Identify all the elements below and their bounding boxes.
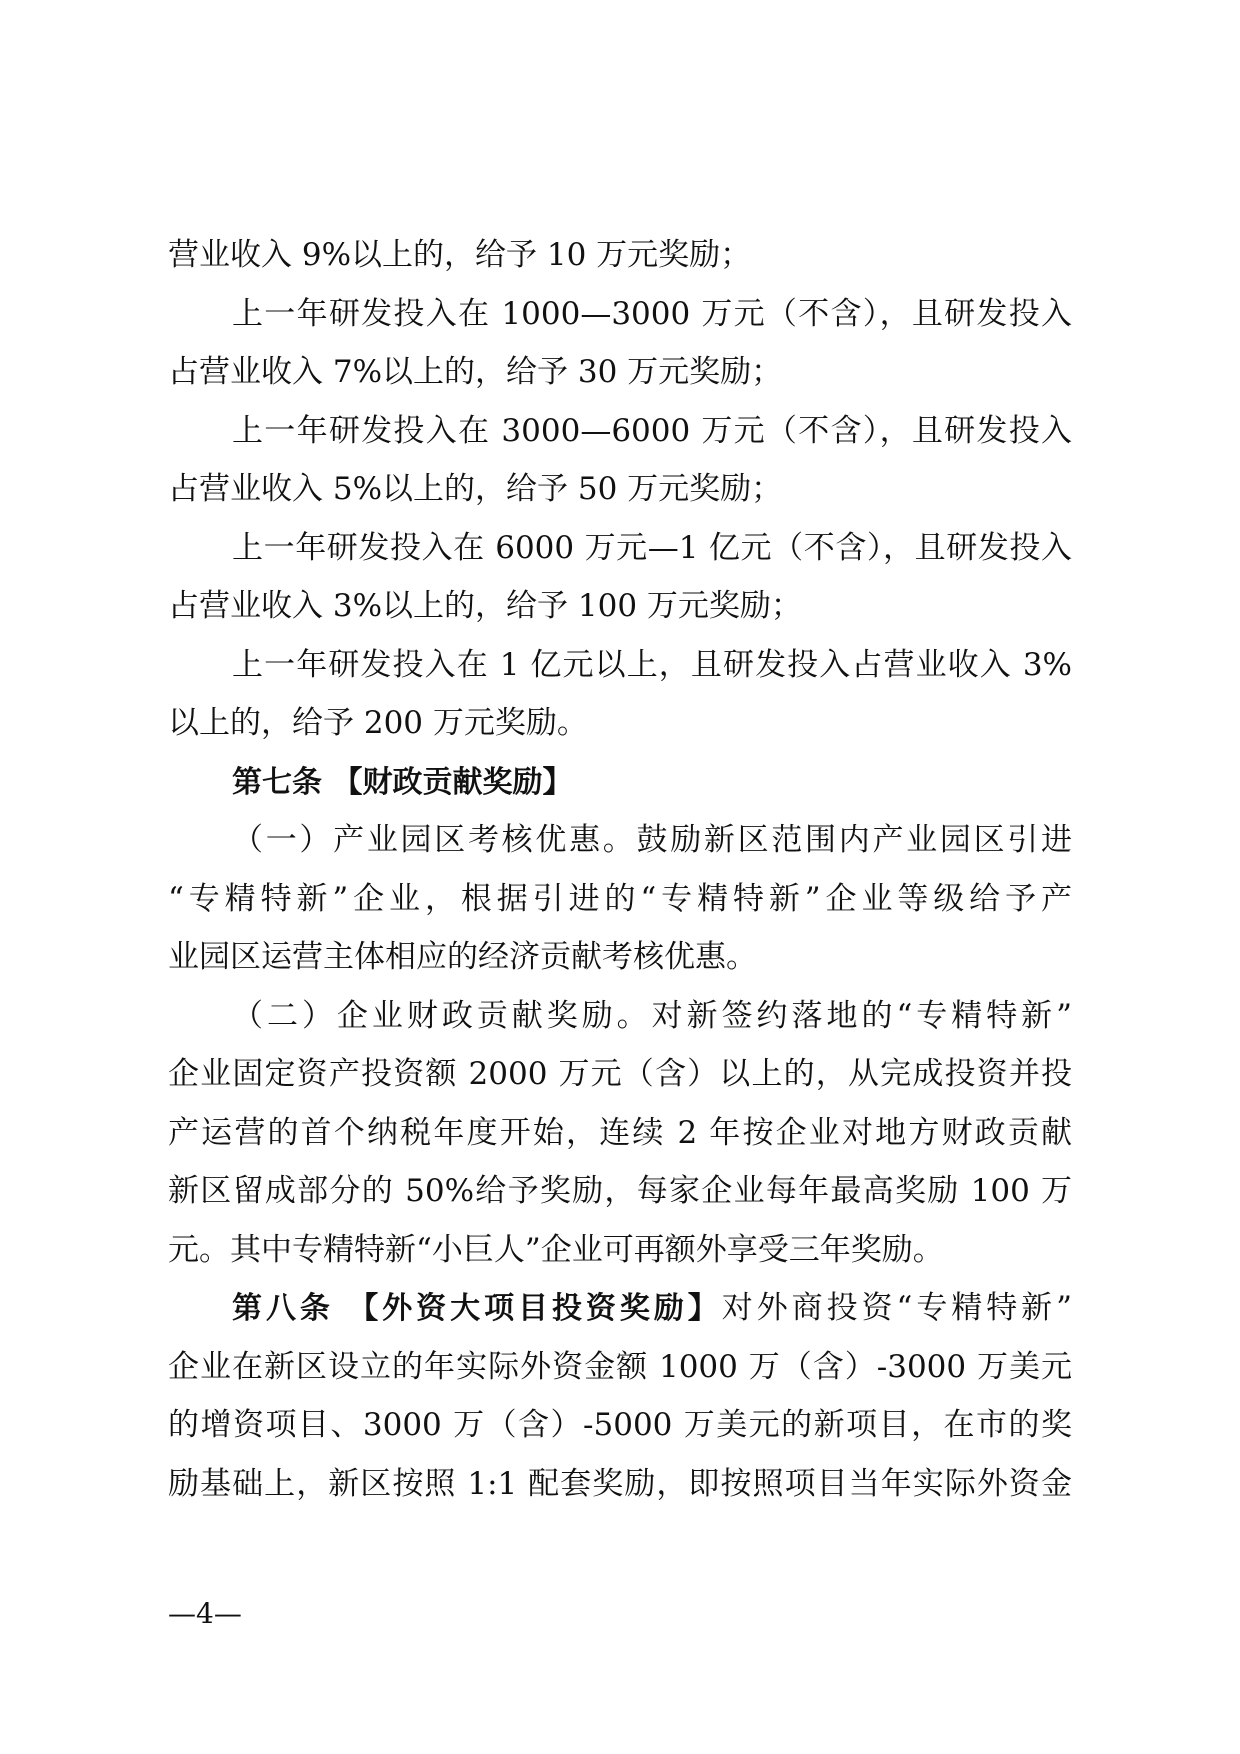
paragraph-line: 占营业收入 5%以上的，给予 50 万元奖励； [168,471,783,507]
article-heading-line [168,1279,1072,1338]
paragraph-line: （一）产业园区考核优惠。鼓励新区范围内产业园区引进 [232,822,1072,858]
page-number: —4— [168,1597,242,1630]
paragraph-line: 上一年研发投入在 1 亿元以上，且研发投入占营业收入 3% [232,646,1072,683]
paragraph-line: 占营业收入 7%以上的，给予 30 万元奖励； [168,354,783,390]
paragraph-line: 产运营的首个纳税年度开始，连续 2 年按企业对地方财政贡献 [168,1114,1072,1151]
paragraph-line: 上一年研发投入在 1000—3000 万元（不含），且研发投入 [232,295,1072,332]
paragraph-line: 业园区运营主体相应的经济贡献考核优惠。 [168,939,757,975]
article-heading-line [168,753,1072,812]
paragraph-line: 占营业收入 3%以上的，给予 100 万元奖励； [168,588,802,624]
paragraph-line: （二）企业财政贡献奖励。对新签约落地的“专精特新” [232,997,1072,1034]
article-heading: 第八条 【外资大项目投资奖励】 [232,1291,722,1326]
paragraph-line: 上一年研发投入在 6000 万元—1 亿元（不含），且研发投入 [232,529,1072,566]
paragraph-line: 企业固定资产投资额 2000 万元（含）以上的，从完成投资并投 [168,1056,1072,1092]
paragraph-line: 新区留成部分的 50%给予奖励，每家企业每年最高奖励 100 万 [168,1173,1072,1209]
paragraph-text: 对外商投资“专精特新” [721,1290,1072,1326]
paragraph-line: 的增资项目、3000 万（含）-5000 万美元的新项目，在市的奖 [168,1407,1072,1443]
paragraph-line: 励基础上，新区按照 1:1 配套奖励，即按照项目当年实际外资金 [168,1465,1072,1502]
paragraph-line: 上一年研发投入在 3000—6000 万元（不含），且研发投入 [232,412,1072,449]
paragraph-line: 营业收入 9%以上的，给予 10 万元奖励； [168,237,752,273]
article-heading: 第七条 【财政贡献奖励】 [232,764,573,800]
paragraph-line: 元。其中专精特新“小巨人”企业可再额外享受三年奖励。 [168,1231,944,1268]
document-body [168,226,1072,1513]
paragraph-line: 企业在新区设立的年实际外资金额 1000 万（含）-3000 万美元 [168,1348,1072,1385]
paragraph-line: 以上的，给予 200 万元奖励。 [168,705,588,741]
paragraph-line: “专精特新”企业，根据引进的“专精特新”企业等级给予产 [168,880,1072,917]
